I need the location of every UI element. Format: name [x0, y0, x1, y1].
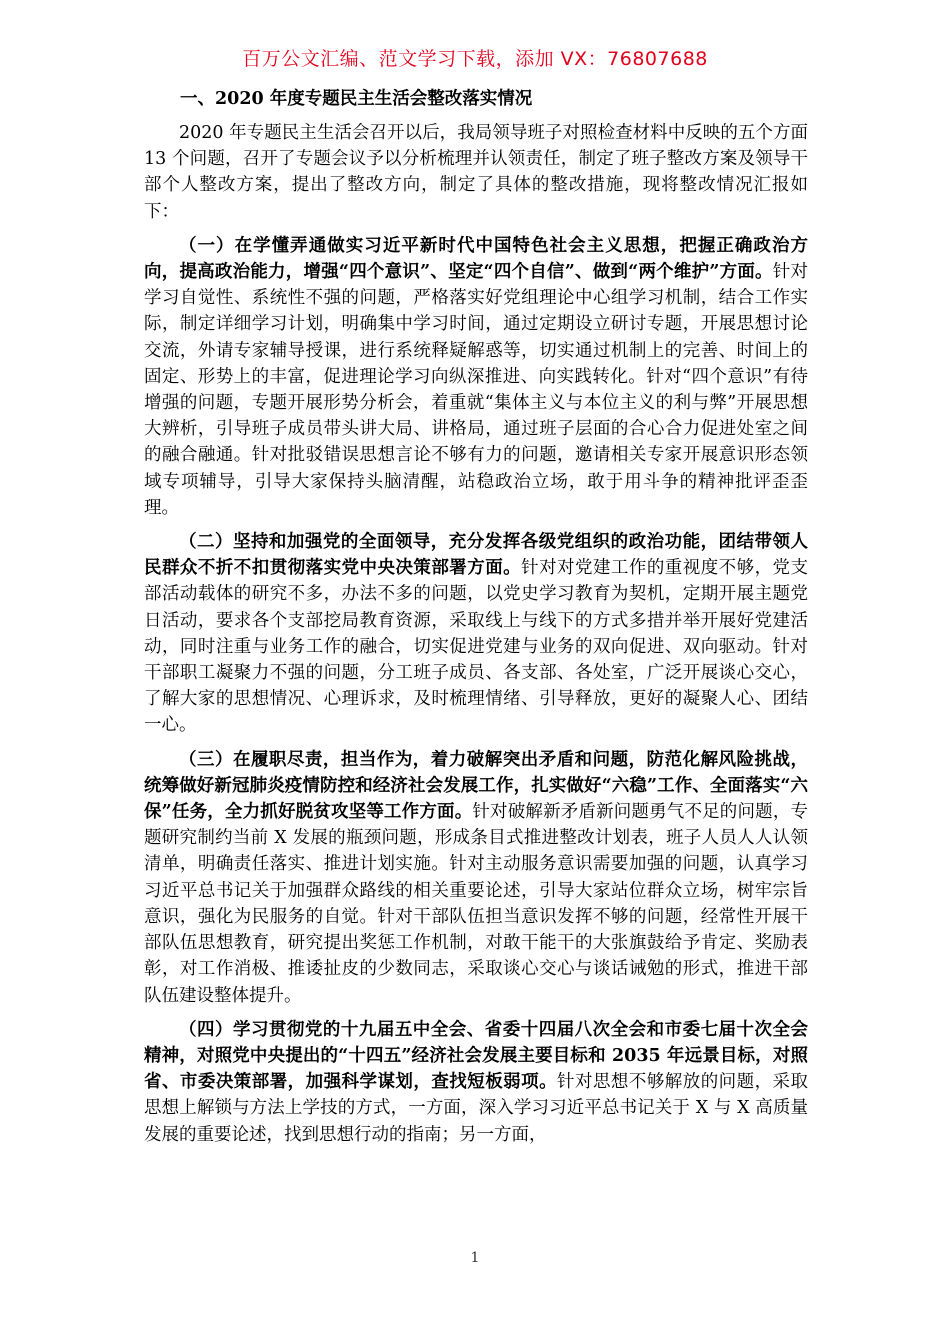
item-lead: （二）坚持和加强党的全面领导，充分发挥各级党组织的政治功能，团结带领人民群众不折不扣贯彻落实党中央决策部署方面。: [144, 532, 808, 579]
document-body: [144, 86, 808, 1156]
item-body: 针对思想不够解放的问题，采取思想上解锁与方法上学技的方式，一方面，深入学习习近平总书记关于 X 与 X 高质量发展的重要论述，找到思想行动的指南；另一方面，: [144, 1072, 809, 1145]
item-lead: （一）在学懂弄通做实习近平新时代中国特色社会主义思想，把握正确政治方向，提高政治能力，增强“四个意识”、坚定“四个自信”、做到“两个维护”方面。: [144, 235, 808, 283]
item-paragraph-4: [144, 1017, 808, 1148]
item-paragraph-3: [144, 747, 808, 1009]
item-body: 针对对党建工作的重视度不够，党支部活动载体的研究不多，办法不多的问题，以党史学习教育为契机，定期开展主题党日活动，要求各个支部挖局教育资源，采取线上与线下的方式多措并举开展好党建活动，同时注重与业务工作的融合，切实促进党建与业务的双向促进、双向驱动。针对干部职工凝聚力不强的问题，分工班子成员、各支部、各处室，广泛开展谈心交心，了解大家的思想情况、心理诉求，及时梳理情绪、引导释放，更好的凝聚人心、团结一心。: [144, 558, 808, 736]
intro-paragraph: 2020 年专题民主生活会召开以后，我局领导班子对照检查材料中反映的五个方面 13 个问题，召开了专题会议予以分析梳理并认领责任，制定了班子整改方案及领导干部个人整改方案，提出了整改方向，制定了具体的整改措施，现将整改情况汇报如下：: [144, 123, 808, 222]
item-body: 针对学习自觉性、系统性不强的问题，严格落实好党组理论中心组学习机制，结合工作实际，制定详细学习计划，明确集中学习时间，通过定期设立研讨专题，开展思想讨论交流，外请专家辅导授课，进行系统释疑解惑等，切实通过机制上的完善、时间上的固定、形势上的丰富，促进理论学习向纵深推进、向实践转化。针对“四个意识”有待增强的问题，专题开展形势分析会，着重就“集体主义与本位主义的利与弊”开展思想大辨析，引导班子成员带头讲大局、讲格局，通过班子层面的合心合力促进处室之间的融合融通。针对批驳错误思想言论不够有力的问题，邀请相关专家开展意识形态领域专项辅导，引导大家保持头脑清醒，站稳政治立场，敢于用斗争的精神批评歪歪理。: [144, 262, 809, 518]
item-body: 针对破解新矛盾新问题勇气不足的问题，专题研究制约当前 X 发展的瓶颈问题，形成条目式推进整改计划表，班子人员人人认领清单，明确责任落实、推进计划实施。针对主动服务意识需要加强的问题，认真学习习近平总书记关于加强群众路线的相关重要论述，引导大家站位群众立场，树牢宗旨意识，强化为民服务的自觉。针对干部队伍担当意识发挥不够的问题，经常性开展干部队伍思想教育，研究提出奖惩工作机制，对敢干能干的大张旗鼓给予肯定、奖励表彰，对工作消极、推诿扯皮的少数同志，采取谈心交心与谈话诫勉的形式，推进干部队伍建设整体提升。: [144, 802, 808, 1006]
item-lead: （三）在履职尽责，担当作为，着力破解突出矛盾和问题，防范化解风险挑战，统筹做好新冠肺炎疫情防控和经济社会发展工作，扎实做好“六稳”工作、全面落实“六保”任务，全力抓好脱贫攻坚等工作方面。: [144, 749, 808, 823]
section-title: 一、2020 年度专题民主生活会整改落实情况: [180, 89, 533, 109]
item-paragraph-1: [144, 233, 808, 521]
item-lead: （四）学习贯彻党的十九届五中全会、省委十四届八次全会和市委七届十次全会精神，对照党中央提出的“十四五”经济社会发展主要目标和 2035 年远景目标，对照省、市委决策部署，加强科学谋划，查找短板弱项。: [144, 1019, 808, 1093]
item-paragraph-2: [144, 529, 808, 739]
header-banner: 百万公文汇编、范文学习下载，添加 VX：76807688: [242, 48, 708, 70]
page-number: 1: [470, 1250, 480, 1266]
